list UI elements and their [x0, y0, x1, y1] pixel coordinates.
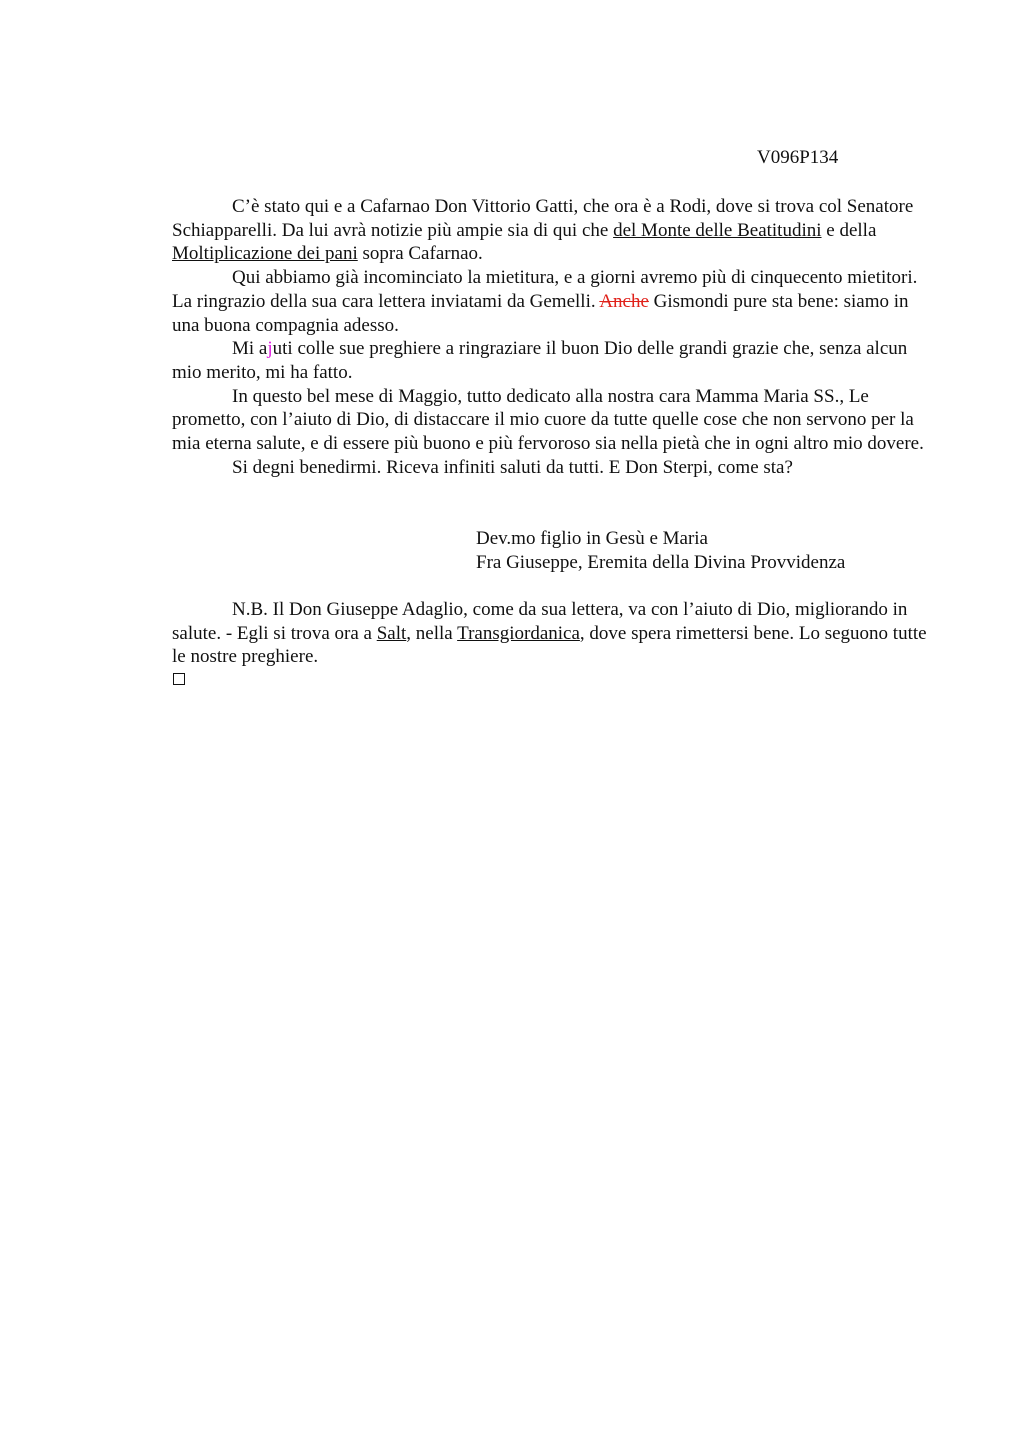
paragraph-1-text-c: sopra Cafarnao.	[357, 243, 483, 265]
paragraph-2	[172, 266, 928, 337]
paragraph-1-text-a: C’è stato qui e a Cafarnao Don Vittorio Gatti, che ora è a Rodi, dove si trova col Senatore Schiapparelli. Da lui avrà notizie più ampie sia di qui che	[172, 196, 914, 241]
paragraph-2-text-a: Qui abbiamo già incominciato la mietitura, e a giorni avremo più di cinquecento mietitori. La ringrazio della sua cara lettera inviatami da Gemelli.	[172, 267, 918, 312]
paragraph-5: Si degni benedirmi. Riceva infiniti saluti da tutti. E Don Sterpi, come sta?	[232, 456, 793, 478]
paragraph-3-text-b: uti colle sue preghiere a ringraziare il buon Dio delle grandi grazie che, senza alcun mio merito, mi ha fatto.	[172, 338, 908, 383]
end-box-icon	[173, 673, 185, 685]
paragraph-1	[172, 195, 928, 266]
nb-text-c: , dove spera rimettersi bene. Lo seguono tutte le nostre preghiere.	[172, 622, 927, 668]
signature-line-2: Fra Giuseppe, Eremita della Divina Provvidenza	[476, 552, 846, 573]
signature-block	[476, 527, 845, 575]
paragraph-2-text-b: Gismondi pure sta bene: siamo in una buona compagnia adesso.	[172, 290, 909, 336]
letter-body	[172, 195, 928, 479]
inserted-letter: j	[267, 338, 273, 360]
nb-paragraph	[172, 598, 928, 669]
page-reference: V096P134	[757, 147, 839, 168]
paragraph-1-text-b: e della	[821, 219, 877, 241]
nb-text-a: N.B. Il Don Giuseppe Adaglio, come da sua lettera, va con l’aiuto di Dio, migliorando in salute. - Egli si trova ora a	[172, 599, 908, 644]
underlined-salt: Salt	[376, 622, 407, 644]
signature-line-1: Dev.mo figlio in Gesù e Maria	[476, 528, 708, 549]
underlined-transgiordanica: Transgiordanica	[457, 622, 580, 644]
nota-bene	[172, 598, 928, 669]
deleted-word: Anche	[599, 290, 649, 312]
nb-text-b: , nella	[406, 622, 458, 644]
paragraph-3-text-a: Mi a	[232, 338, 268, 360]
underlined-moltiplicazione-pani: Moltiplicazione dei pani	[172, 243, 358, 265]
underlined-monte-beatitudini: del Monte delle Beatitudini	[613, 219, 822, 241]
paragraph-4: In questo bel mese di Maggio, tutto dedicato alla nostra cara Mamma Maria SS., Le prometto, con l’aiuto di Dio, di distaccare il mio cuore da tutte quelle cose che non servono per la mia eterna salute, e di essere più buono e più fervoroso sia nella pietà che in ogni altro mio dovere.	[172, 385, 924, 455]
paragraph-3	[172, 337, 928, 384]
